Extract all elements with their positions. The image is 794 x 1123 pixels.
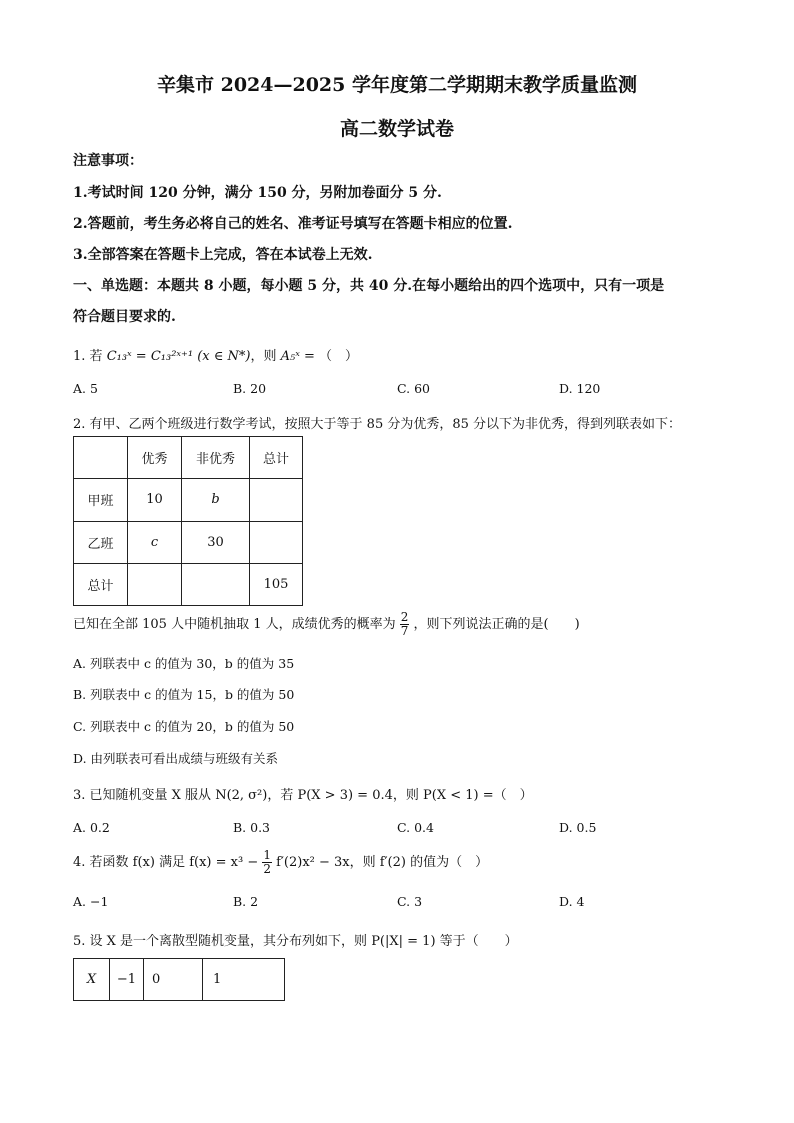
table-cell xyxy=(250,521,303,563)
table-cell: 30 xyxy=(182,521,250,563)
q4-option-c: C. 3 xyxy=(397,894,423,909)
table-cell xyxy=(250,479,303,521)
q1-condition: C₁₃ˣ = C₁₃²ˣ⁺¹ (x ∈ N*) xyxy=(106,349,251,364)
q2-probability-line xyxy=(73,611,580,638)
fraction-numerator: 2 xyxy=(400,610,409,624)
q2-prob-prefix: 已知在全部 105 人中随机抽取 1 人，成绩优秀的概率为 xyxy=(73,617,396,632)
q2-fraction xyxy=(400,611,410,638)
contingency-table xyxy=(73,436,303,606)
table-header-cell: 总计 xyxy=(250,437,303,479)
table-cell xyxy=(182,563,250,605)
table-cell: c xyxy=(128,521,182,563)
q3-option-a: A. 0.2 xyxy=(73,820,110,835)
table-cell: b xyxy=(182,479,250,521)
q4-option-d: D. 4 xyxy=(559,894,585,909)
table-cell: 10 xyxy=(128,479,182,521)
table-cell: 105 xyxy=(250,563,303,605)
table-cell: 乙班 xyxy=(74,521,128,563)
notice-item-3: 3.全部答案在答题卡上完成，答在本试卷上无效. xyxy=(73,247,373,263)
table-header-cell xyxy=(74,437,128,479)
table-header-cell: 优秀 xyxy=(128,437,182,479)
q3-option-b: B. 0.3 xyxy=(233,820,271,835)
q3-option-d: D. 0.5 xyxy=(559,820,597,835)
table-cell: 0 xyxy=(144,959,203,1001)
q1-option-b: B. 20 xyxy=(233,381,267,396)
q3-option-c: C. 0.4 xyxy=(397,820,434,835)
fraction-denominator: 2 xyxy=(263,862,272,876)
q4-option-b: B. 2 xyxy=(233,894,259,909)
exam-subtitle: 高二数学试卷 xyxy=(339,118,454,140)
distribution-table xyxy=(73,958,285,1001)
exam-title: 辛集市 2024—2025 学年度第二学期期末教学质量监测 xyxy=(157,74,637,96)
q4-option-a: A. −1 xyxy=(73,894,109,909)
q2-option-d: D. 由列联表可看出成绩与班级有关系 xyxy=(73,751,279,766)
q1-target: A₅ˣ = xyxy=(280,349,315,364)
q2-option-c: C. 列联表中 c 的值为 20，b 的值为 50 xyxy=(73,719,295,734)
notice-heading: 注意事项： xyxy=(73,153,143,169)
table-cell: 甲班 xyxy=(74,479,128,521)
table-cell: −1 xyxy=(110,959,144,1001)
q1-option-c: C. 60 xyxy=(397,381,430,396)
fraction-denominator: 7 xyxy=(400,624,409,638)
q2-option-a: A. 列联表中 c 的值为 30，b 的值为 35 xyxy=(73,656,295,671)
question-2-stem: 2. 有甲、乙两个班级进行数学考试，按照大于等于 85 分为优秀，85 分以下为非优秀，得到列联表如下： xyxy=(73,417,682,432)
q4-stem-a: 4. 若函数 f(x) 满足 f(x) = x³ − xyxy=(73,855,259,870)
table-cell: 总计 xyxy=(74,563,128,605)
q1-mid: ，则 xyxy=(250,349,277,364)
section-heading-line1: 一、单选题：本题共 8 小题，每小题 5 分，共 40 分.在每小题给出的四个选项中，只有一项是 xyxy=(73,278,665,294)
q1-prefix: 1. 若 xyxy=(73,349,103,364)
q1-option-a: A. 5 xyxy=(73,381,98,396)
question-5-stem: 5. 设 X 是一个离散型随机变量，其分布列如下，则 P(|X| = 1) 等于（ ） xyxy=(73,934,518,949)
question-3-stem: 3. 已知随机变量 X 服从 N(2, σ²)，若 P(X > 3) = 0.4，则 P(X < 1) =（ ） xyxy=(73,788,533,803)
question-4-stem xyxy=(73,849,488,876)
q1-option-d: D. 120 xyxy=(559,381,601,396)
table-header-cell: 非优秀 xyxy=(182,437,250,479)
fraction-numerator: 1 xyxy=(263,848,272,862)
table-cell xyxy=(128,563,182,605)
question-1-stem xyxy=(73,345,358,364)
q4-stem-b: f′(2)x² − 3x，则 f′(2) 的值为（ ） xyxy=(276,855,489,870)
q1-blank: （ ） xyxy=(319,349,359,364)
notice-item-1: 1.考试时间 120 分钟，满分 150 分，另附加卷面分 5 分. xyxy=(73,185,442,201)
table-cell: 1 xyxy=(203,959,285,1001)
table-cell: X xyxy=(74,959,110,1001)
notice-item-2: 2.答题前，考生务必将自己的姓名、准考证号填写在答题卡相应的位置. xyxy=(73,216,513,232)
q2-prob-suffix: ，则下列说法正确的是( ) xyxy=(413,617,580,632)
section-heading-line2: 符合题目要求的. xyxy=(73,309,176,325)
q4-fraction xyxy=(262,849,272,876)
q2-option-b: B. 列联表中 c 的值为 15，b 的值为 50 xyxy=(73,687,295,702)
